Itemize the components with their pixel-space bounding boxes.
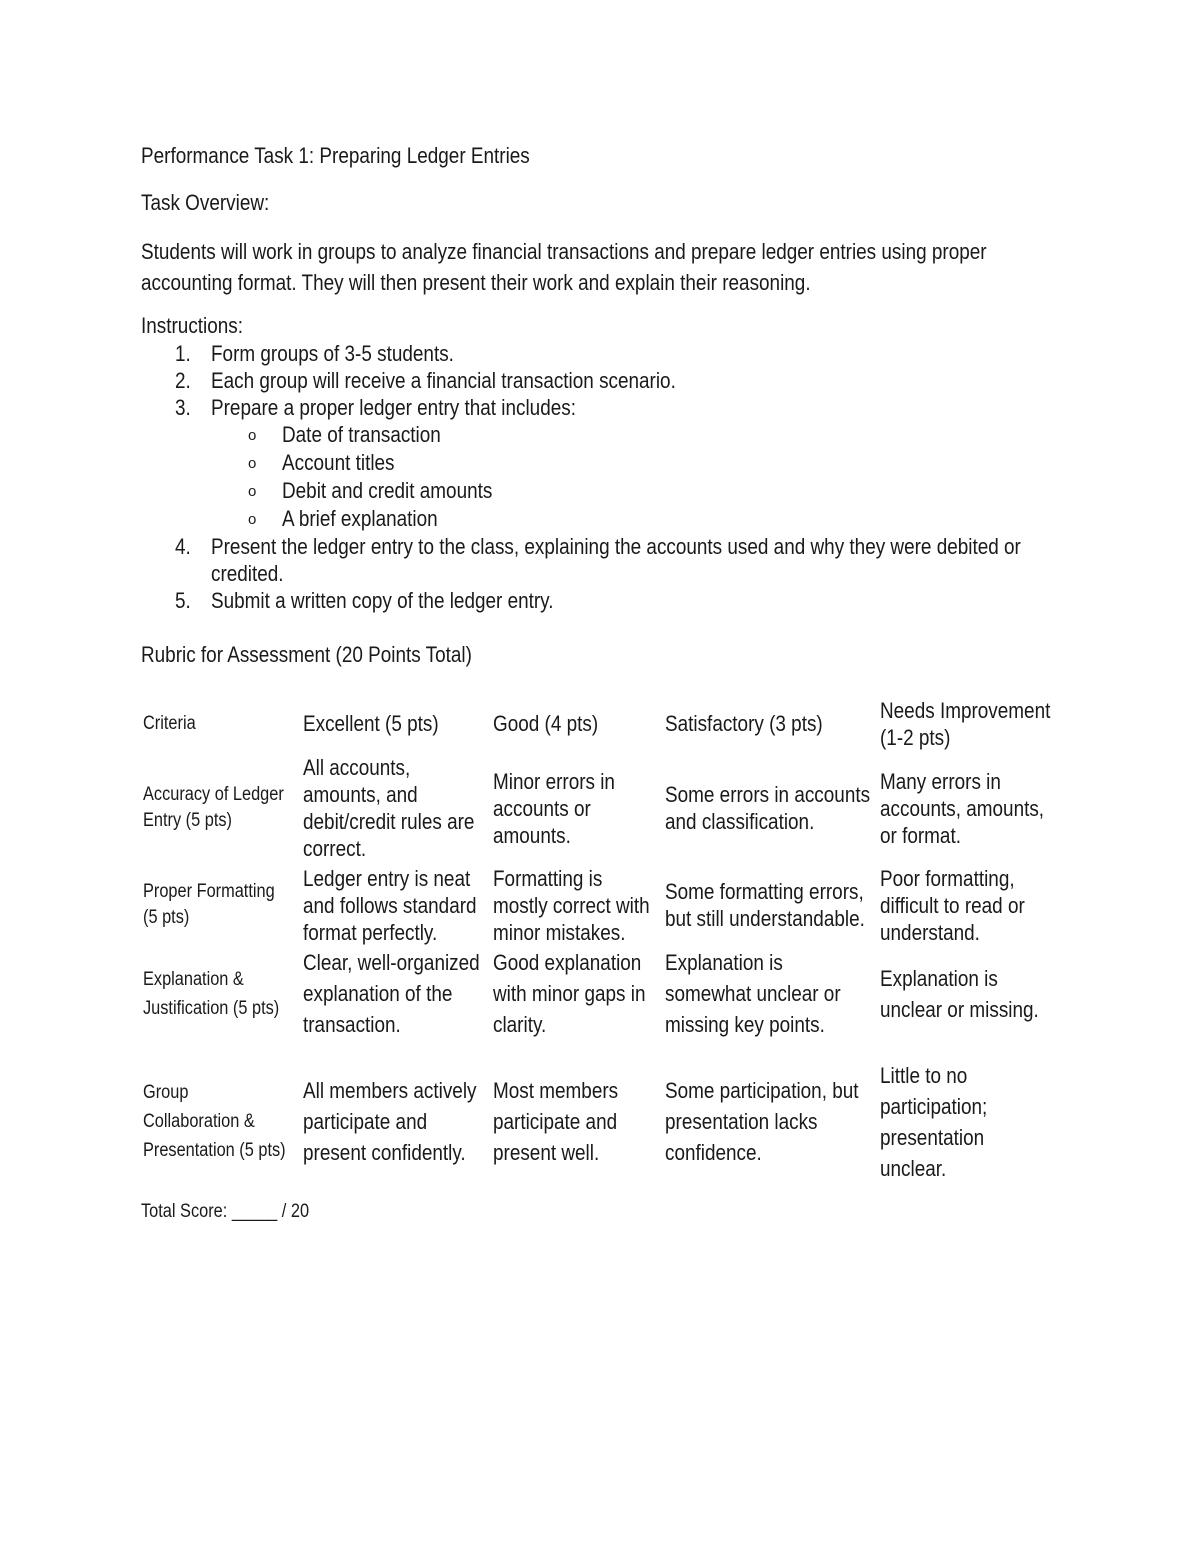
- overview-paragraph: [141, 236, 1124, 298]
- table-cell: Some errors in accounts and classification.: [665, 782, 871, 834]
- table-cell: Explanation & Justification (5 pts): [143, 968, 280, 1019]
- table-cell: Poor formatting, difficult to read or understand.: [880, 866, 1025, 945]
- total-score: Total Score: _____ / 20: [141, 1201, 310, 1222]
- column-header: Criteria: [143, 712, 196, 734]
- table-cell: Clear, well-organized explanation of the transaction.: [303, 950, 480, 1037]
- overview-line: Students will work in groups to analyze financial transactions and prepare ledger entries using proper: [141, 239, 987, 264]
- table-cell: Little to no participation; presentation unclear.: [880, 1062, 988, 1181]
- table-cell: Many errors in accounts, amounts, or format.: [880, 768, 1045, 848]
- bullet-icon: o: [248, 483, 257, 500]
- table-cell: Good explanation with minor gaps in clarity.: [493, 950, 646, 1037]
- overview-heading: Task Overview:: [141, 190, 270, 215]
- table-cell: All members actively participate and present confidently.: [303, 1078, 477, 1165]
- table-cell: Ledger entry is neat and follows standard format perfectly.: [303, 866, 477, 945]
- overview-line: accounting format. They will then present their work and explain their reasoning.: [141, 270, 811, 295]
- table-cell: All accounts, amounts, and debit/credit rules are correct.: [303, 755, 475, 861]
- instructions-heading: Instructions:: [141, 313, 244, 338]
- table-cell: Proper Formatting (5 pts): [143, 881, 275, 928]
- table-cell: Group Collaboration & Presentation (5 pts): [143, 1082, 286, 1161]
- table-cell: Some participation, but presentation lacks confidence.: [665, 1078, 859, 1165]
- table-cell: Minor errors in accounts or amounts.: [493, 768, 615, 848]
- document-page: Performance Task 1: Preparing Ledger Entries Task Overview: Students will work in groups to analyze financial transactions and prepare ledger entries using proper accounting format. They will then present their work and explain their reasoning. Instructions: 1. Form groups of 3-5 students. 2. Each group will receive a financial transaction scenario. 3. Prepare a proper ledger entry that includes: o Date of transaction o Account titles o Debit and credit amounts o A brief explanation 4. Present the ledger entry to the class, explaining the accounts used and why they were debited or credited. 5. Submit a written copy of the ledger entry. Rubric for Assessment (20 Points Total) Criteria Excellent (5 pts) Good (4 pts) Satisfactory (3 pts) Needs Improvement (1-2 pts) Accuracy of Ledger Entry (5 pts) All accounts, amounts, and debit/credit rules are correct. Minor errors in accounts or amounts. Some errors in accounts and classification. Many errors in accounts, amounts, or format. Proper Formatting (5 pts) Ledger entry is neat and follows standard format perfectly. Formatting is mostly correct with minor mistakes. Some formatting errors, but still understandable. Poor formatting, difficult to read or understand. Explanation & Justification (5 pts) Clear, well-organized explanation of the transaction. Good explanation with minor gaps in clarity. Explanation is somewhat unclear or missing key points. Explanation is unclear or missing. Group Collaboration & Presentation (5 pts) All members actively participate and present confidently. Most members participate and present well. Some participation, but presentation lacks confidence. Little to no participation; presentation unclear. Total Score: _____ / 20: [0, 0, 1200, 1553]
- bullet-icon: o: [248, 427, 257, 444]
- page-title: Performance Task 1: Preparing Ledger Entries: [141, 143, 530, 168]
- bullet-icon: o: [248, 511, 257, 528]
- table-cell: Explanation is somewhat unclear or missing key points.: [665, 950, 841, 1037]
- column-header: Needs Improvement (1-2 pts): [880, 698, 1051, 750]
- table-cell: Explanation is unclear or missing.: [880, 965, 1039, 1022]
- table-cell: Some formatting errors, but still understandable.: [665, 879, 865, 931]
- column-header: Excellent (5 pts): [303, 711, 439, 736]
- bullet-icon: o: [248, 455, 257, 472]
- column-header: Satisfactory (3 pts): [665, 711, 823, 736]
- column-header: Good (4 pts): [493, 711, 599, 736]
- table-cell: Formatting is mostly correct with minor mistakes.: [493, 866, 650, 945]
- table-cell: Accuracy of Ledger Entry (5 pts): [143, 784, 284, 831]
- rubric-title: Rubric for Assessment (20 Points Total): [141, 642, 472, 667]
- table-cell: Most members participate and present well.: [493, 1078, 619, 1165]
